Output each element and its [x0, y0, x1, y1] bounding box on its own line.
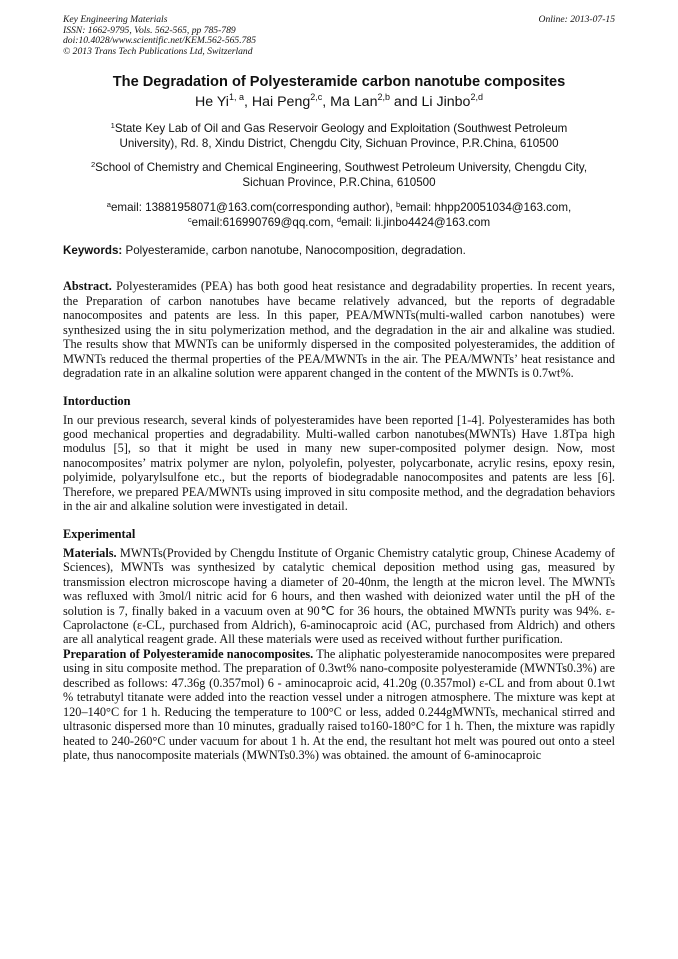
affiliation-line: School of Chemistry and Chemical Engineering, Southwest Petroleum University, Chengdu City, — [95, 161, 588, 175]
author-affil-sup: 2,b — [377, 92, 390, 103]
journal-copyright: © 2013 Trans Tech Publications Ltd, Switzerland — [63, 45, 253, 57]
affiliation-sup: 2 — [90, 160, 96, 170]
author-name: Ma Lan — [330, 94, 378, 111]
online-date: Online: 2013-07-15 — [538, 14, 615, 25]
affiliation-line: Sichuan Province, P.R.China, 610500 — [242, 176, 436, 190]
materials-paragraph — [63, 546, 615, 647]
affiliation-line: University), Rd. 8, Xindu District, Chengdu City, Sichuan Province, P.R.China, 610500 — [119, 137, 559, 151]
email-sup: d — [336, 214, 342, 224]
abstract-label: Abstract. — [63, 279, 112, 294]
paper-title: The Degradation of Polyesteramide carbon nanotube composites — [112, 74, 566, 91]
keywords-label: Keywords: — [63, 244, 123, 258]
materials-label: Materials. — [63, 545, 117, 560]
materials-text: MWNTs(Provided by Chengdu Institute of Organic Chemistry catalytic group, Chinese Academy of Sciences), MWNTs was synthesized by catalytic chemical deposition method using gas, measured by transmission electron microscope having a diameter of 20-40nm, the length at the micron level. The MWNTs was refluxed with 3mol/l nitric acid for 6 hours, and then washed with deionized water until the pH of the solution is 7, finally baked in a vacuum oven at 90℃ for 36 hours, the obtained MWNTs purity was 94%. ε-Caprolactone (ε-CL, purchased from Aldrich), 6-aminocaproic acid (AC, purchased from Aldrich) and others are all analytical reagent grade. All these materials were used as received without further purification. — [63, 545, 615, 647]
author-separator: , — [322, 94, 331, 111]
email-a: email: 13881958071@163.com(corresponding author), — [110, 201, 397, 215]
affiliation-1 — [63, 121, 615, 151]
introduction-paragraph: In our previous research, several kinds of polyesteramides have been reported [1-4]. Polyesteramides has both good mechanical properties and degradability. Multi-walled carbon nanotubes(MWNTs) Have 1.8Tpa high modulus [5], so that it might be used in many new super-composited polymer design. Now, most nanocomposites’ matrix polymer are nylon, polyolefin, polyester, polycarbonate, acrylic resins, epoxy resin, polyimide, polyarylsulfone etc., but the reports of biodegradable nanocomposites and patents are less [6]. Therefore, we prepared PEA/MWNTs using improved in situ composite method, and the degradation behaviors in the air and alkaline solution were investigated in detail. — [63, 412, 615, 514]
journal-header — [63, 15, 615, 57]
preparation-text: The aliphatic polyesteramide nanocomposites were prepared using in situ composite method. The preparation of 0.3wt% nano-composite polyesteramide (MWNTs0.3%) are described as follows: 47.36g (0.357mol) 6 - aminocaproic acid, 41.20g (0.357mol) ε-CL and from about 0.1wt % tetrabutyl titanate were added into the reaction vessel under a nitrogen atmosphere. The mixture was kept at 120–140°C for 1 h. Reducing the temperature to 100°C or less, added 0.244gMWNTs, mechanical stirred and ultrasonic dispersed more than 10 minutes, gradually raised to160-180°C for 1 h. Then, the mixture was rapidly heated to 240-260°C under vacuum for about 1 h. At the end, the resultant hot melt was poured out onto a steel plate, thus nanocomposite materials (MWNTs0.3%) was obtained. the amount of 6-aminocaproic — [63, 646, 615, 763]
journal-doi: doi:10.4028/www.scientific.net/KEM.562-565.785 — [63, 35, 257, 47]
email-sup: a — [106, 200, 111, 210]
author-name: Li Jinbo — [421, 94, 471, 111]
preparation-paragraph — [63, 647, 615, 763]
author-affil-sup: 2,c — [310, 92, 323, 103]
affiliation-2 — [63, 160, 615, 190]
author-name: He Yi — [195, 94, 229, 111]
affiliation-sup: 1 — [110, 121, 115, 131]
author-separator: , — [243, 94, 252, 111]
affiliation-line: State Key Lab of Oil and Gas Reservoir Geology and Exploitation (Southwest Petroleum — [114, 122, 568, 136]
email-d: email: li.jinbo4424@163.com — [341, 215, 491, 229]
email-sup: b — [396, 200, 401, 210]
author-affil-sup: 2,d — [470, 92, 483, 103]
email-sup: c — [187, 214, 192, 224]
keywords-text: Polyesteramide, carbon nanotube, Nanocomposition, degradation. — [122, 244, 466, 258]
email-b: email: hhpp20051034@163.com, — [400, 201, 572, 215]
preparation-label: Preparation of Polyesteramide nanocomposites. — [63, 646, 314, 661]
abstract-paragraph — [63, 279, 615, 380]
author-name: Hai Peng — [251, 94, 311, 111]
author-list — [63, 93, 615, 111]
abstract-text: Polyesteramides (PEA) has both good heat resistance and degradability properties. In recent years, the Preparation of carbon nanotubes have became relatively advanced, but the reports of degradable nanocomposites and patents are less. In this paper, PEA/MWNTs(multi-walled carbon nanotubes) were synthesized using the in situ polymerization method, and the degradation in the air and alkaline was studied. The results show that MWNTs can be uniformly dispersed in the composited polyesteramides, the addition of MWNTs reduced the thermal properties of the PEA/MWNTs in the air. The PEA/MWNTs’ heat resistance and degradation rate in an alkaline solution were apparent changed in the content of the MWNTs is 0.7wt%. — [63, 279, 615, 381]
author-emails — [63, 201, 615, 230]
author-affil-sup: 1, a — [228, 92, 244, 103]
section-heading-introduction: Intorduction — [63, 393, 131, 408]
email-c: email:616990769@qq.com, — [191, 215, 337, 229]
author-separator: and — [389, 94, 422, 111]
section-heading-experimental: Experimental — [63, 526, 136, 541]
journal-issn: ISSN: 1662-9795, Vols. 562-565, pp 785-789 — [63, 24, 236, 36]
keywords — [63, 243, 615, 258]
journal-name: Key Engineering Materials — [63, 14, 168, 25]
